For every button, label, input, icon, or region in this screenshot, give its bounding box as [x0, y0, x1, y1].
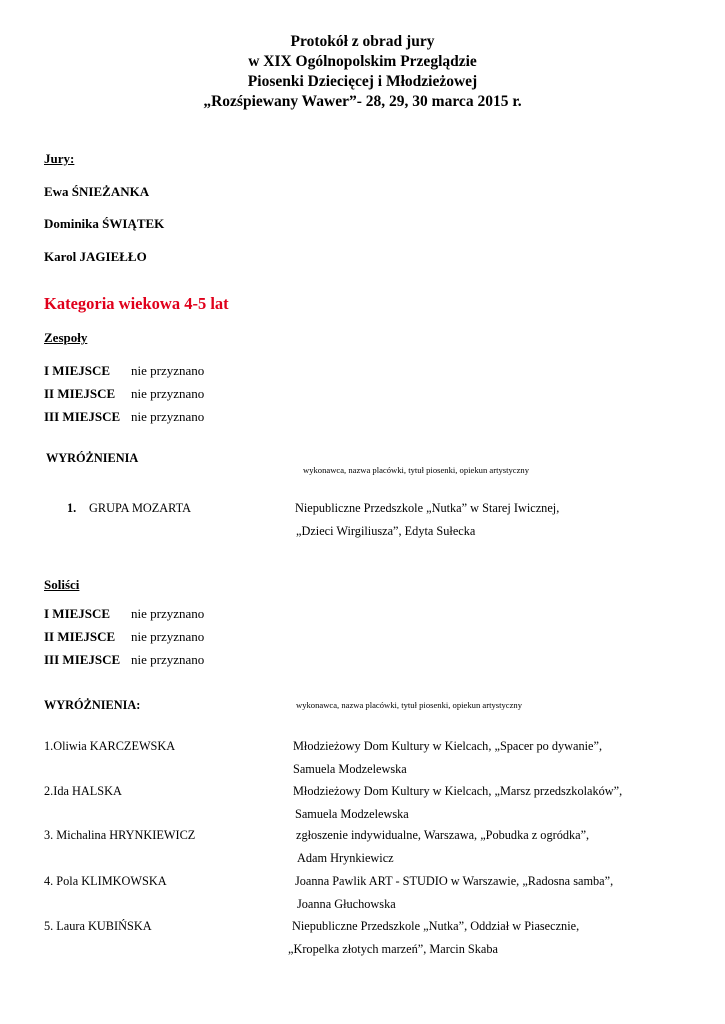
header-title-line-4: „Rozśpiewany Wawer”- 28, 29, 30 marca 2015 r. — [203, 93, 522, 110]
soloist-honor-name: 2.Ida HALSKA — [44, 784, 122, 798]
soloist-honor-detail: Niepubliczne Przedszkole „Nutka”, Oddział w Piasecznie, — [292, 919, 580, 933]
soloist-honor-detail: Joanna Głuchowska — [297, 897, 396, 911]
jury-member: Karol JAGIEŁŁO — [44, 249, 147, 264]
header-title-line-2: w XIX Ogólnopolskim Przeglądzie — [248, 53, 477, 70]
soloist-honor-detail: „Kropelka złotych marzeń”, Marcin Skaba — [288, 942, 498, 956]
teams-honors-heading: WYRÓŻNIENIA — [46, 451, 139, 465]
soloists-columns-note: wykonawca, nazwa placówki, tytuł piosenki, opiekun artystyczny — [296, 700, 523, 710]
soloists-place-label: I MIEJSCE — [44, 606, 111, 621]
soloist-honor-detail: Joanna Pawlik ART - STUDIO w Warszawie, „Radosna samba”, — [295, 874, 614, 888]
teams-heading: Zespoły — [44, 330, 88, 345]
teams-honor-detail: „Dzieci Wirgiliusza”, Edyta Sułecka — [296, 524, 476, 538]
soloists-place-result: nie przyznano — [131, 629, 205, 644]
teams-honor-detail: Niepubliczne Przedszkole „Nutka” w Starej Iwicznej, — [295, 501, 560, 515]
soloist-honor-detail: zgłoszenie indywidualne, Warszawa, „Pobudka z ogródka”, — [296, 828, 590, 842]
soloists-honors-heading: WYRÓŻNIENIA: — [44, 698, 141, 712]
soloist-honor-detail: Adam Hrynkiewicz — [297, 851, 394, 865]
soloist-honor-detail: Samuela Modzelewska — [295, 807, 409, 821]
soloists-place-result: nie przyznano — [131, 652, 205, 667]
category-title: Kategoria wiekowa 4-5 lat — [44, 294, 229, 313]
soloist-honor-detail: Młodzieżowy Dom Kultury w Kielcach, „Marsz przedszkolaków”, — [293, 784, 623, 798]
teams-place-result: nie przyznano — [131, 409, 205, 424]
soloists-place-result: nie przyznano — [131, 606, 205, 621]
teams-honor-name: GRUPA MOZARTA — [89, 501, 192, 515]
jury-member: Ewa ŚNIEŻANKA — [44, 184, 150, 199]
soloist-honor-name: 1.Oliwia KARCZEWSKA — [44, 739, 176, 753]
soloist-honor-name: 5. Laura KUBIŃSKA — [44, 919, 152, 933]
teams-place-label: III MIEJSCE — [44, 409, 121, 424]
soloist-honor-name: 3. Michalina HRYNKIEWICZ — [44, 828, 196, 842]
soloist-honor-detail: Samuela Modzelewska — [293, 762, 407, 776]
soloists-heading: Soliści — [44, 577, 80, 592]
teams-place-label: II MIEJSCE — [44, 386, 116, 401]
header-title-line-3: Piosenki Dziecięcej i Młodzieżowej — [247, 73, 478, 90]
teams-place-result: nie przyznano — [131, 386, 205, 401]
teams-place-result: nie przyznano — [131, 363, 205, 378]
soloists-place-label: III MIEJSCE — [44, 652, 121, 667]
header-title-line-1: Protokół z obrad jury — [290, 33, 435, 50]
soloist-honor-name: 4. Pola KLIMKOWSKA — [44, 874, 167, 888]
teams-columns-note: wykonawca, nazwa placówki, tytuł piosenki, opiekun artystyczny — [303, 465, 530, 475]
jury-member: Dominika ŚWIĄTEK — [44, 216, 165, 231]
soloist-honor-detail: Młodzieżowy Dom Kultury w Kielcach, „Spacer po dywanie”, — [293, 739, 603, 753]
soloists-place-label: II MIEJSCE — [44, 629, 116, 644]
teams-place-label: I MIEJSCE — [44, 363, 111, 378]
teams-honor-number: 1. — [67, 501, 77, 515]
jury-heading: Jury: — [44, 151, 75, 166]
